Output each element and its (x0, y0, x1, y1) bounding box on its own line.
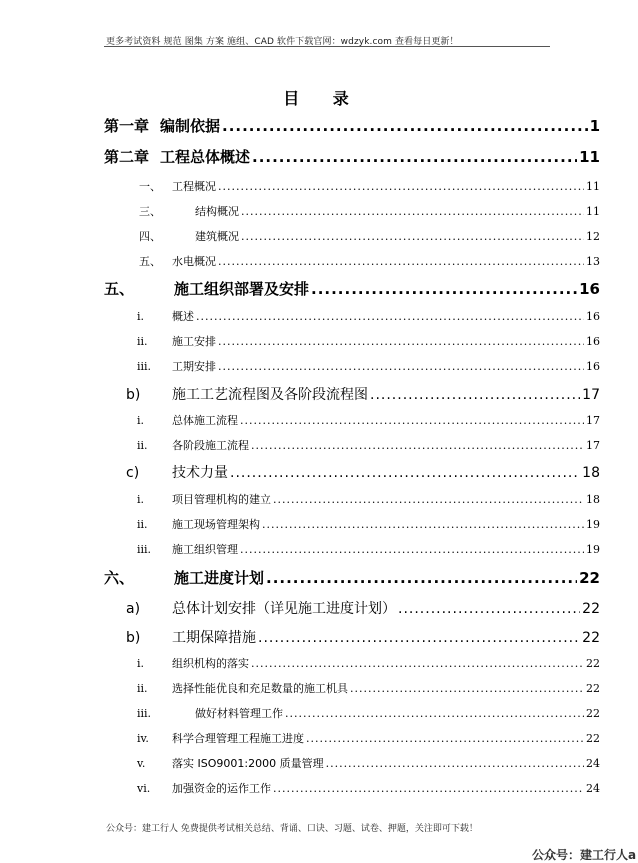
toc-entry-label: 各阶段施工流程 (172, 439, 249, 452)
toc-entry-page: 24 (586, 782, 600, 795)
toc-entry-number: 第一章 (104, 117, 150, 135)
toc-leader-dots (273, 493, 584, 506)
toc-entry-page: 16 (579, 280, 600, 298)
toc-leader-dots (218, 335, 584, 348)
toc-entry-page: 24 (586, 757, 600, 770)
toc-entry-page: 12 (586, 230, 600, 243)
toc-entry-number: ii. (137, 518, 148, 531)
toc-leader-dots (240, 414, 584, 427)
toc-entry-label: 技术力量 (172, 465, 228, 481)
toc-entry-label: 建筑概况 (195, 230, 239, 243)
toc-leader-dots (311, 280, 577, 298)
toc-entry[interactable] (139, 203, 600, 219)
toc-entry-number: i. (137, 310, 145, 323)
toc-entry-number: 一、 (139, 180, 161, 193)
toc-entry-number: i. (137, 493, 145, 506)
toc-entry-page: 22 (586, 732, 600, 745)
toc-entry-page: 13 (586, 255, 600, 268)
toc-entry-label: 总体施工流程 (172, 414, 238, 427)
toc-entry[interactable] (104, 146, 600, 167)
toc-entry[interactable] (137, 780, 600, 796)
toc-entry-number: 六、 (104, 569, 135, 587)
toc-leader-dots (230, 465, 580, 481)
toc-entry-page: 11 (579, 148, 600, 166)
toc-leader-dots (350, 682, 584, 695)
toc-entry-page: 22 (579, 569, 600, 587)
toc-entry-page: 22 (586, 657, 600, 670)
toc-entry[interactable] (139, 253, 600, 269)
toc-entry[interactable] (137, 491, 600, 507)
toc-entry-page: 22 (582, 601, 600, 617)
toc-leader-dots (218, 360, 584, 373)
toc-entry-number: b) (126, 387, 141, 403)
toc-entry-label: 做好材料管理工作 (195, 707, 283, 720)
toc-leader-dots (285, 707, 584, 720)
toc-entry-label: 选择性能优良和充足数量的施工机具 (172, 682, 348, 695)
toc-entry[interactable] (126, 598, 600, 618)
toc-entry-page: 16 (586, 360, 600, 373)
toc-entry[interactable] (137, 516, 600, 532)
toc-entry-number: 五、 (139, 255, 161, 268)
watermark-text: 公众号：建工行人a (532, 848, 637, 862)
toc-entry-label: 科学合理管理工程施工进度 (172, 732, 304, 745)
toc-entry-label: 水电概况 (172, 255, 216, 268)
toc-entry-page: 17 (586, 414, 600, 427)
header-rule (104, 46, 550, 47)
toc-entry-page: 1 (589, 117, 600, 135)
toc-entry-label: 施工工艺流程图及各阶段流程图 (172, 387, 368, 403)
toc-entry[interactable] (104, 115, 600, 136)
toc-entry-number: 五、 (104, 280, 135, 298)
toc-entry-number: 第二章 (104, 148, 150, 166)
toc-leader-dots (258, 630, 580, 646)
toc-leader-dots (222, 117, 588, 135)
toc-entry-number: c) (126, 465, 140, 481)
toc-entry-label: 组织机构的落实 (172, 657, 249, 670)
toc-entry-number: iv. (137, 732, 149, 745)
toc-entry-page: 22 (582, 630, 600, 646)
toc-entry-label: 总体计划安排（详见施工进度计划） (172, 601, 396, 617)
toc-leader-dots (218, 180, 584, 193)
toc-entry-number: ii. (137, 682, 148, 695)
toc-entry[interactable] (139, 178, 600, 194)
toc-entry-number: 三、 (139, 205, 161, 218)
toc-entry-label: 施工安排 (172, 335, 216, 348)
toc-entry[interactable] (137, 437, 600, 453)
toc-entry-label: 编制依据 (160, 117, 221, 135)
toc-entry[interactable] (139, 228, 600, 244)
toc-entry-label: 项目管理机构的建立 (172, 493, 271, 506)
toc-leader-dots (241, 230, 584, 243)
toc-entry-label: 施工组织部署及安排 (174, 280, 310, 298)
toc-entry-number: ii. (137, 439, 148, 452)
toc-entry[interactable] (126, 462, 600, 482)
toc-entry[interactable] (126, 627, 600, 647)
toc-leader-dots (240, 543, 584, 556)
toc-entry-page: 17 (586, 439, 600, 452)
page-title: 目 录 (283, 89, 363, 108)
toc-entry-number: iii. (137, 360, 152, 373)
toc-leader-dots (370, 387, 580, 403)
toc-entry-label: 落实 ISO9001:2000 质量管理 (172, 757, 324, 770)
toc-entry[interactable] (104, 567, 600, 588)
toc-entry-page: 11 (586, 205, 600, 218)
toc-entry[interactable] (126, 384, 600, 404)
toc-leader-dots (398, 601, 580, 617)
toc-entry-label: 工期安排 (172, 360, 216, 373)
toc-leader-dots (306, 732, 584, 745)
toc-entry[interactable] (137, 358, 600, 374)
toc-entry-label: 工程总体概述 (160, 148, 251, 166)
toc-entry[interactable] (137, 680, 600, 696)
toc-leader-dots (196, 310, 584, 323)
toc-entry[interactable] (137, 655, 600, 671)
toc-entry[interactable] (137, 412, 600, 428)
toc-entry-page: 11 (586, 180, 600, 193)
toc-entry-page: 17 (582, 387, 600, 403)
toc-entry-label: 加强资金的运作工作 (172, 782, 271, 795)
toc-entry-page: 18 (582, 465, 600, 481)
toc-entry-label: 施工现场管理架构 (172, 518, 260, 531)
toc-entry-label: 工程概况 (172, 180, 216, 193)
toc-entry-label: 施工进度计划 (174, 569, 265, 587)
toc-leader-dots (218, 255, 584, 268)
toc-entry-page: 22 (586, 707, 600, 720)
toc-entry-page: 18 (586, 493, 600, 506)
toc-leader-dots (252, 148, 577, 166)
toc-entry-page: 19 (586, 543, 600, 556)
toc-entry-page: 22 (586, 682, 600, 695)
toc-entry-label: 结构概况 (195, 205, 239, 218)
toc-entry-page: 16 (586, 310, 600, 323)
toc-entry[interactable] (137, 308, 600, 324)
page-header: 更多考试资料 规范 图集 方案 施组、CAD 软件下载官网：wdzyk.com 查看每日更新！ (106, 37, 459, 47)
toc-entry-number: i. (137, 657, 145, 670)
toc-leader-dots (326, 757, 584, 770)
toc-entry-page: 16 (586, 335, 600, 348)
toc-entry[interactable] (137, 541, 600, 557)
toc-leader-dots (241, 205, 584, 218)
toc-entry-number: a) (126, 601, 141, 617)
toc-entry-number: i. (137, 414, 145, 427)
toc-leader-dots (262, 518, 584, 531)
toc-leader-dots (251, 657, 584, 670)
toc-entry-label: 工期保障措施 (172, 630, 256, 646)
toc-entry-number: iii. (137, 707, 152, 720)
toc-entry[interactable] (137, 705, 600, 721)
toc-leader-dots (251, 439, 584, 452)
toc-entry[interactable] (137, 755, 600, 771)
toc-entry-number: ii. (137, 335, 148, 348)
toc-entry[interactable] (137, 730, 600, 746)
toc-entry[interactable] (104, 278, 600, 299)
toc-leader-dots (266, 569, 577, 587)
page-footer: 公众号：建工行人 免费提供考试相关总结、背诵、口诀、习题、试卷、押题，关注即可下载！ (106, 824, 478, 834)
toc-entry-page: 19 (586, 518, 600, 531)
toc-entry-number: vi. (137, 782, 151, 795)
toc-entry-number: iii. (137, 543, 152, 556)
toc-entry-label: 概述 (172, 310, 194, 323)
toc-leader-dots (273, 782, 584, 795)
toc-entry-number: b) (126, 630, 141, 646)
toc-entry-number: v. (137, 757, 146, 770)
toc-entry[interactable] (137, 333, 600, 349)
toc-entry-label: 施工组织管理 (172, 543, 238, 556)
toc-entry-number: 四、 (139, 230, 161, 243)
